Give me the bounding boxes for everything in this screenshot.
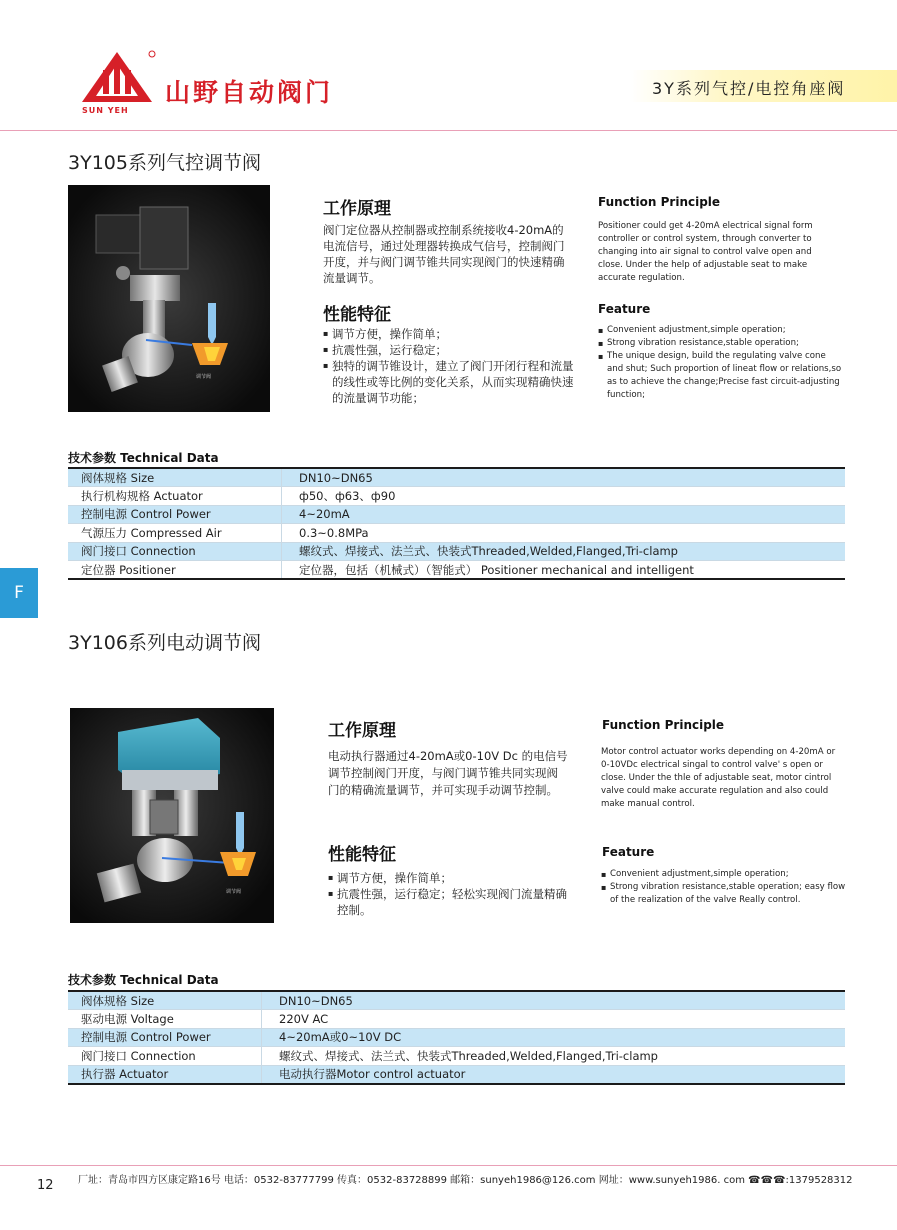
technical-data-title: 技术参数 Technical Data [68, 451, 219, 465]
param-value: DN10~DN65 [282, 468, 846, 487]
param-name: 执行机构规格 Actuator [68, 487, 282, 505]
principle-en-title: Function Principle [598, 195, 721, 209]
param-value: 0.3~0.8MPa [282, 524, 846, 542]
param-value: ф50、ф63、ф90 [282, 487, 846, 505]
param-value: 螺纹式、焊接式、法兰式、快装式Threaded,Welded,Flanged,Tri-clamp [282, 542, 846, 560]
feature-en-list [601, 868, 847, 907]
section-tab-f: F [0, 568, 38, 618]
feature-en-title: Feature [602, 845, 655, 859]
table-row [68, 1010, 845, 1028]
footer-rule [0, 1165, 897, 1166]
table-row [68, 991, 845, 1010]
param-value: 电动执行器Motor control actuator [262, 1065, 846, 1084]
table-row [68, 505, 845, 523]
principle-cn-title: 工作原理 [328, 721, 396, 741]
param-value: 螺纹式、焊接式、法兰式、快装式Threaded,Welded,Flanged,Tri-clamp [262, 1047, 846, 1065]
param-name: 执行器 Actuator [68, 1065, 262, 1084]
table-row [68, 1047, 845, 1065]
param-name: 驱动电源 Voltage [68, 1010, 262, 1028]
feature-en-list [598, 324, 842, 402]
technical-data-table [68, 467, 845, 580]
table-row [68, 468, 845, 487]
table-row [68, 1065, 845, 1084]
feature-en-item: ▪ Strong vibration resistance,stable operation; easy flow of the realization of the valve Really control. [601, 881, 847, 907]
principle-en-text: Positioner could get 4-20mA electrical signal form controller or control system, through converter to changing into air signal to control valve open and close. Under the help of adjustable seat to make accurate regulation. [598, 221, 813, 283]
param-value: 220V AC [262, 1010, 846, 1028]
param-value: DN10~DN65 [262, 991, 846, 1010]
param-name: 阀门接口 Connection [68, 542, 282, 560]
feature-en-item: ▪ Convenient adjustment,simple operation; [601, 868, 847, 881]
series-title: 3Y系列气控/电控角座阀 [652, 79, 846, 98]
param-name: 控制电源 Control Power [68, 505, 282, 523]
principle-cn-title: 工作原理 [323, 199, 391, 219]
page-number: 12 [37, 1178, 54, 1193]
feature-cn-title: 性能特征 [328, 845, 396, 865]
param-name: 阀门接口 Connection [68, 1047, 262, 1065]
feature-cn-item: ▪ 调节方便，操作简单； [328, 870, 578, 886]
footer-contact: 厂址：青岛市四方区康定路16号 电话：0532-83777799 传真：0532-83728899 邮箱：sunyeh1986@126.com 网址：www.sunyeh1986. com ☎☎☎:1379528312 [78, 1175, 853, 1186]
photo-caption: 调节阀 [226, 889, 242, 895]
product-photo-3y105 [68, 185, 270, 412]
table-row [68, 524, 845, 542]
feature-cn-item: ▪ 抗震性强，运行稳定；轻松实现阀门流量精确控制。 [328, 886, 578, 918]
param-value: 4~20mA [282, 505, 846, 523]
feature-cn-item: ▪ 调节方便，操作简单； [323, 326, 578, 342]
param-name: 控制电源 Control Power [68, 1028, 262, 1046]
section-title-3y105: 3Y105系列气控调节阀 [68, 152, 261, 174]
feature-en-title: Feature [598, 302, 651, 316]
section-title-3y106: 3Y106系列电动调节阀 [68, 632, 261, 654]
technical-data-title: 技术参数 Technical Data [68, 973, 219, 987]
header-rule [0, 130, 897, 131]
photo-caption: 调节阀 [196, 374, 212, 380]
feature-cn-item: ▪ 抗震性强，运行稳定； [323, 342, 578, 358]
param-name: 阀体规格 Size [68, 991, 262, 1010]
feature-en-item: ▪ The unique design, build the regulating valve cone and shut; Such proportion of lineat flow or relations,so as to achieve the change;Precise fast circuit-adjusting function; [598, 350, 842, 402]
feature-cn-title: 性能特征 [323, 305, 391, 325]
feature-cn-list [323, 326, 578, 406]
table-row [68, 542, 845, 560]
param-name: 定位器 Positioner [68, 560, 282, 579]
product-photo-3y106 [70, 708, 274, 923]
param-value: 定位器，包括（机械式）（智能式） Positioner mechanical and intelligent [282, 560, 846, 579]
param-value: 4~20mA或0~10V DC [262, 1028, 846, 1046]
param-name: 气源压力 Compressed Air [68, 524, 282, 542]
principle-en-title: Function Principle [602, 718, 725, 732]
brand-name-cn: 山野自动阀门 [165, 78, 334, 107]
brand-name-en: SUN YEH [82, 106, 129, 115]
feature-cn-item: ▪ 独特的调节锥设计，建立了阀门开闭行程和流量的线性或等比例的变化关系，从而实现精确快速的流量调节功能； [323, 358, 578, 406]
table-row [68, 487, 845, 505]
feature-cn-list [328, 870, 578, 918]
principle-cn-text: 电动执行器通过4-20mA或0-10V Dc 的电信号调节控制阀门开度，与阀门调节锥共同实现阀门的精确流量调节，并可实现手动调节控制。 [328, 749, 568, 797]
sun-yeh-logo [76, 48, 158, 108]
table-row [68, 1028, 845, 1046]
feature-en-item: ▪ Convenient adjustment,simple operation; [598, 324, 842, 337]
feature-en-item: ▪ Strong vibration resistance,stable operation; [598, 337, 842, 350]
technical-data-table [68, 990, 845, 1085]
param-name: 阀体规格 Size [68, 468, 282, 487]
principle-en-text: Motor control actuator works depending on 4-20mA or 0-10VDc electrical singal to control valve' s open or close. Under the thle of adjustable seat, motor cintrol valve could make accurate regulation and also could make manual control. [601, 747, 836, 809]
table-row [68, 560, 845, 579]
principle-cn-text: 阀门定位器从控制器或控制系统接收4-20mA的电流信号，通过处理器转换成气信号，控制阀门开度，并与阀门调节锥共同实现阀门的快速精确流量调节。 [323, 223, 565, 285]
